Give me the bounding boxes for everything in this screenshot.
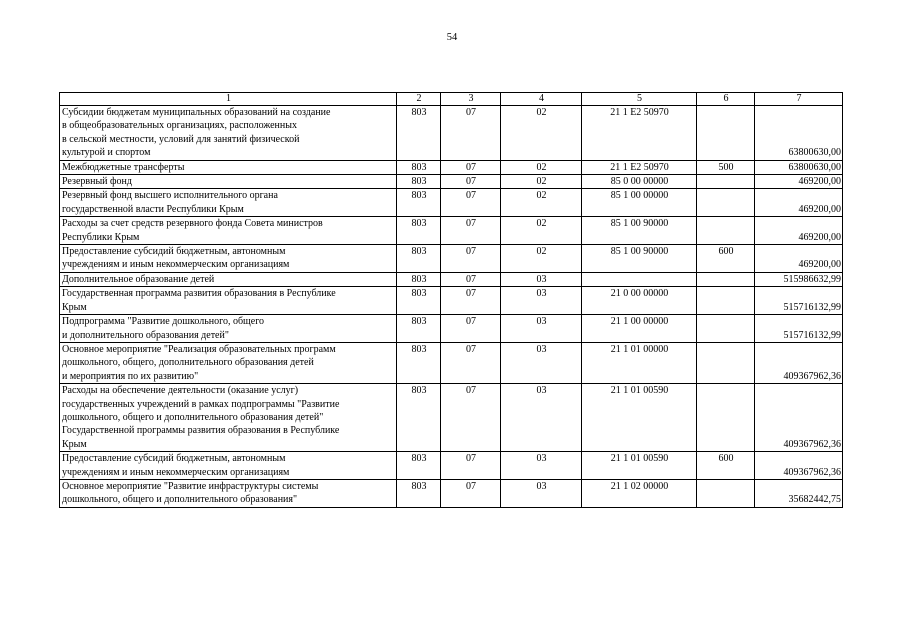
row-name-line: Основное мероприятие "Развитие инфраструктуры системы [62,480,319,492]
target-article-cell: 21 0 00 00000 [582,287,697,315]
expense-type-cell [697,189,755,217]
amount-cell: 515986632,99 [755,272,843,286]
table-row [60,342,843,383]
row-name-cell [60,272,397,286]
target-article-cell: 21 1 E2 50970 [582,106,697,161]
expense-type-cell [697,272,755,286]
ministry-code-cell: 803 [397,479,441,507]
row-name-line: Резервный фонд [62,176,132,188]
target-article-cell [582,272,697,286]
amount-cell: 63800630,00 [755,106,843,161]
subsection-code-cell: 02 [501,175,582,189]
row-name-line: дошкольного, общего, дополнительного образования детей [62,357,314,369]
table-header-row [60,93,843,106]
ministry-code-cell: 803 [397,106,441,161]
row-name-cell [60,189,397,217]
section-code-cell: 07 [441,217,501,245]
subsection-code-cell: 03 [501,315,582,343]
row-name-line: в общеобразовательных организациях, расположенных [62,120,297,132]
row-name-line: Субсидии бюджетам муниципальных образований на создание [62,107,331,118]
subsection-code-cell: 02 [501,245,582,273]
subsection-code-cell: 02 [501,160,582,174]
row-name-line: и мероприятия по их развитию" [62,370,199,382]
header-cell-1: 1 [60,93,397,106]
target-article-cell: 85 1 00 90000 [582,245,697,273]
expense-type-cell [697,315,755,343]
row-name-line: Подпрограмма "Развитие дошкольного, общего [62,316,265,328]
table-row [60,245,843,273]
amount-cell: 63800630,00 [755,160,843,174]
row-name-line: Основное мероприятие "Реализация образовательных программ [62,343,336,355]
expense-type-cell [697,217,755,245]
table-row [60,479,843,507]
table-row [60,452,843,480]
section-code-cell: 07 [441,384,501,452]
row-name-cell [60,217,397,245]
amount-cell: 515716132,99 [755,315,843,343]
target-article-cell: 21 1 01 00590 [582,384,697,452]
row-name-cell [60,342,397,383]
ministry-code-cell: 803 [397,245,441,273]
subsection-code-cell: 03 [501,452,582,480]
expense-type-cell: 600 [697,245,755,273]
amount-cell: 469200,00 [755,245,843,273]
section-code-cell: 07 [441,245,501,273]
row-name-cell [60,175,397,189]
section-code-cell: 07 [441,106,501,161]
table-row [60,384,843,452]
table-row [60,175,843,189]
table-row [60,189,843,217]
header-cell-2: 2 [397,93,441,106]
expense-type-cell: 500 [697,160,755,174]
ministry-code-cell: 803 [397,342,441,383]
table-row [60,287,843,315]
row-name-line: Республики Крым [62,231,140,243]
subsection-code-cell: 02 [501,189,582,217]
row-name-cell [60,245,397,273]
header-cell-3: 3 [441,93,501,106]
section-code-cell: 07 [441,272,501,286]
table-row [60,272,843,286]
row-name-line: Крым [62,301,87,313]
amount-cell: 469200,00 [755,175,843,189]
expense-type-cell [697,106,755,161]
section-code-cell: 07 [441,287,501,315]
expense-type-cell [697,175,755,189]
row-name-line: учреждениям и иным некоммерческим организациям [62,466,290,478]
table-row [60,106,843,161]
page-number: 54 [446,32,458,43]
ministry-code-cell: 803 [397,175,441,189]
header-cell-5: 5 [582,93,697,106]
row-name-cell [60,160,397,174]
expense-type-cell [697,384,755,452]
row-name-line: Резервный фонд высшего исполнительного органа [62,190,278,202]
row-name-cell [60,287,397,315]
section-code-cell: 07 [441,175,501,189]
target-article-cell: 21 1 00 00000 [582,315,697,343]
section-code-cell: 07 [441,189,501,217]
target-article-cell: 21 1 01 00000 [582,342,697,383]
ministry-code-cell: 803 [397,452,441,480]
section-code-cell: 07 [441,315,501,343]
target-article-cell: 21 1 02 00000 [582,479,697,507]
header-cell-4: 4 [501,93,582,106]
subsection-code-cell: 03 [501,287,582,315]
target-article-cell: 21 1 01 00590 [582,452,697,480]
table-row [60,315,843,343]
section-code-cell: 07 [441,452,501,480]
row-name-line: культурой и спортом [62,147,151,159]
subsection-code-cell: 02 [501,106,582,161]
row-name-line: учреждениям и иным некоммерческим организациям [62,259,290,271]
row-name-line: в сельской местности, условий для занятий физической [62,133,300,145]
amount-cell: 409367962,36 [755,342,843,383]
ministry-code-cell: 803 [397,384,441,452]
row-name-line: Предоставление субсидий бюджетным, автономным [62,453,286,465]
subsection-code-cell: 03 [501,479,582,507]
amount-cell: 469200,00 [755,189,843,217]
amount-cell: 409367962,36 [755,384,843,452]
row-name-cell [60,315,397,343]
row-name-cell [60,384,397,452]
target-article-cell: 85 1 00 90000 [582,217,697,245]
header-cell-7: 7 [755,93,843,106]
expense-type-cell [697,287,755,315]
ministry-code-cell: 803 [397,189,441,217]
row-name-line: дошкольного, общего и дополнительного образования" [62,494,298,506]
budget-table [59,92,843,508]
expense-type-cell [697,479,755,507]
row-name-cell [60,452,397,480]
section-code-cell: 07 [441,160,501,174]
row-name-line: Крым [62,438,87,450]
section-code-cell: 07 [441,479,501,507]
ministry-code-cell: 803 [397,217,441,245]
row-name-cell [60,106,397,161]
table-row [60,217,843,245]
target-article-cell: 21 1 E2 50970 [582,160,697,174]
amount-cell: 409367962,36 [755,452,843,480]
target-article-cell: 85 1 00 00000 [582,189,697,217]
subsection-code-cell: 03 [501,342,582,383]
row-name-line: Государственная программа развития образования в Республике [62,288,336,300]
row-name-line: государственной власти Республики Крым [62,203,244,215]
table-row [60,160,843,174]
row-name-line: Расходы на обеспечение деятельности (оказание услуг) [62,385,299,397]
subsection-code-cell: 03 [501,384,582,452]
amount-cell: 469200,00 [755,217,843,245]
section-code-cell: 07 [441,342,501,383]
ministry-code-cell: 803 [397,272,441,286]
header-cell-6: 6 [697,93,755,106]
row-name-line: дошкольного, общего и дополнительного образования детей" [62,411,324,423]
ministry-code-cell: 803 [397,315,441,343]
expense-type-cell: 600 [697,452,755,480]
row-name-line: Предоставление субсидий бюджетным, автономным [62,246,286,258]
row-name-line: и дополнительного образования детей" [62,329,229,341]
row-name-cell [60,479,397,507]
row-name-line: государственных учреждений в рамках подпрограммы "Развитие [62,398,340,410]
ministry-code-cell: 803 [397,160,441,174]
row-name-line: Государственной программы развития образования в Республике [62,425,340,437]
subsection-code-cell: 02 [501,217,582,245]
amount-cell: 515716132,99 [755,287,843,315]
target-article-cell: 85 0 00 00000 [582,175,697,189]
amount-cell: 35682442,75 [755,479,843,507]
row-name-line: Межбюджетные трансферты [62,161,185,173]
subsection-code-cell: 03 [501,272,582,286]
row-name-line: Расходы за счет средств резервного фонда Совета министров [62,218,323,230]
ministry-code-cell: 803 [397,287,441,315]
row-name-line: Дополнительное образование детей [62,273,215,285]
expense-type-cell [697,342,755,383]
